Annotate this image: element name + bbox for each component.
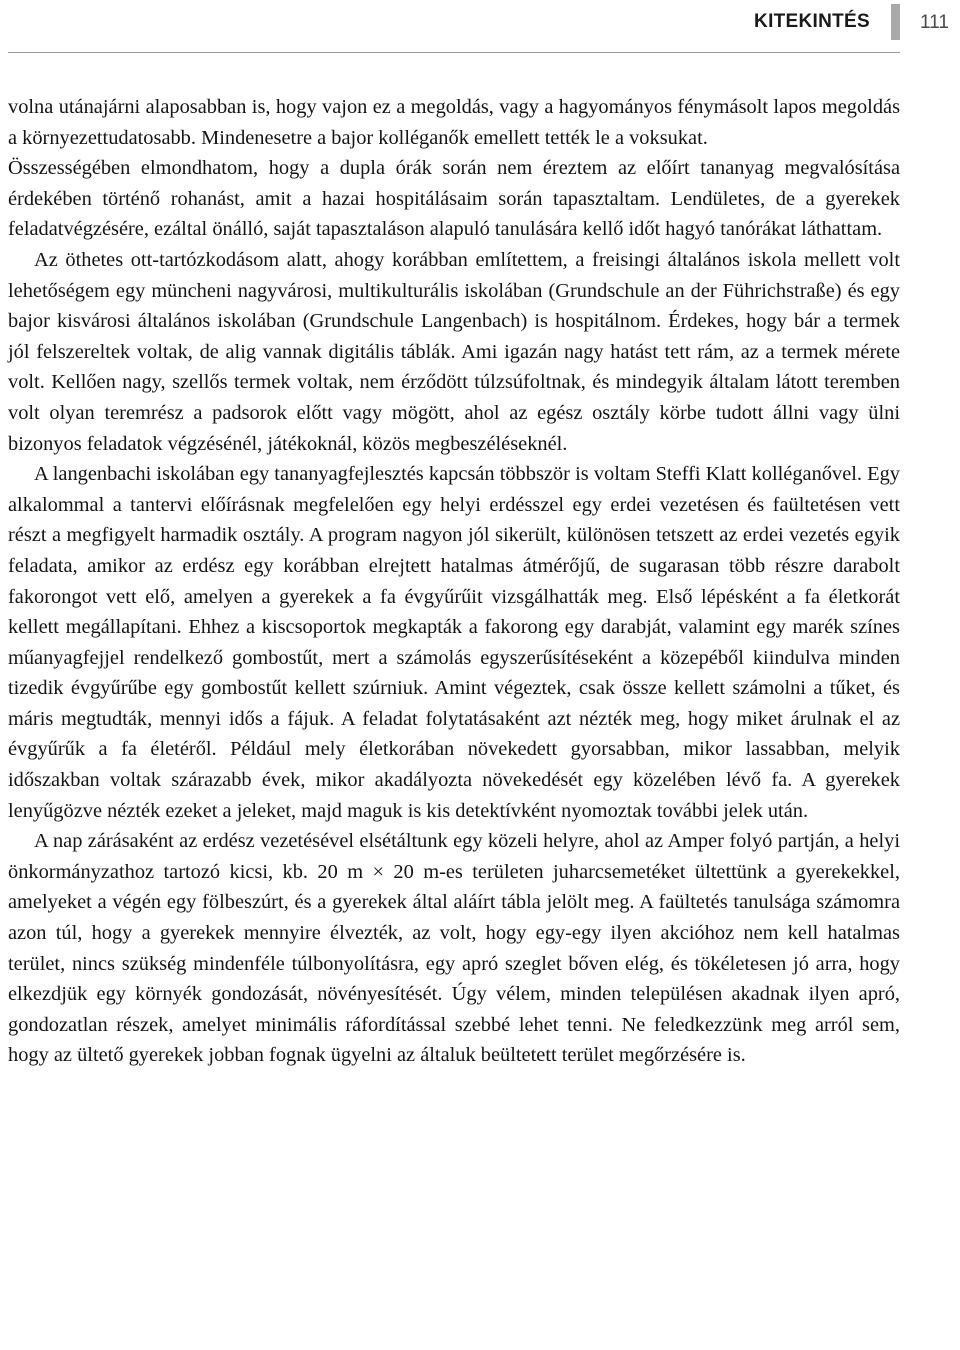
paragraph-continued: volna utánajárni alaposabban is, hogy vajon ez a megoldás, vagy a hagyományos fénymásolt lapos megoldás a környezettudatosabb. Mindenesetre a bajor kolléganők emellett tették le a voksukat. xyxy=(8,96,900,149)
header-divider-bar xyxy=(891,4,900,40)
paragraph: A langenbachi iskolában egy tananyagfejlesztés kapcsán többször is voltam Steffi Klatt kolléganővel. Egy alkalommal a tantervi előírásnak megfelelően egy helyi erdésszel egy erdei vezetésen és faültetésen vett részt a megfigyelt harmadik osztály. A program nagyon jól sikerült, különösen tetszett az erdei vezetés egyik feladata, amikor az erdész egy korábban elrejtett hatalmas átmérőjű, de sugarasan több részre darabolt fakorongot vett elő, amelyen a gyerekek a fa évgyűrűit vizsgálhatták meg. Első lépésként a fa életkorát kellett megállapítani. Ehhez a kiscsoportok megkapták a fakorong egy darabját, valamint egy marék színes műanyagfejjel rendelkező gombostűt, mert a számolás egyszerűsítéseként a közepéből kiindulva minden tizedik évgyűrűbe egy gombostűt kellett szúrniuk. Amint végeztek, csak össze kellett számolni a tűket, és máris megtudták, mennyi idős a fájuk. A feladat folytatásaként azt nézték meg, hogy miket árulnak el az évgyűrűk a fa életéről. Például mely életkorában növekedett gyorsabban, mikor lassabban, melyik időszakban voltak szárazabb évek, mikor akadályozta növekedését egy közelében lévő fa. A gyerekek lenyűgözve nézték ezeket a jeleket, majd maguk is kis detektívként nyomoztak további jelek után. xyxy=(8,463,900,822)
body-text xyxy=(8,92,900,1071)
section-label: KITEKINTÉS xyxy=(754,11,870,32)
running-header xyxy=(0,0,960,56)
paragraph: Az öthetes ott-tartózkodásom alatt, ahogy korábban említettem, a freisingi általános iskola mellett volt lehetőségem egy müncheni nagyvárosi, multikulturális iskolában (Grundschule an der Führichstraße) és egy bajor kisvárosi általános iskolában (Grundschule Langenbach) is hospitálnom. Érdekes, hogy bár a termek jól felszereltek voltak, de alig vannak digitális táblák. Ami igazán nagy hatást tett rám, az a termek mérete volt. Kellően nagy, szellős termek voltak, nem érződött túlzsúfoltnak, és mindegyik általam látott teremben volt olyan teremrész a padsorok előtt vagy mögött, ahol az egész osztály körbe tudott állni vagy ülni bizonyos feladatok végzésénél, játékoknál, közös megbeszéléseknél. xyxy=(8,248,900,455)
paragraph: A nap zárásaként az erdész vezetésével elsétáltunk egy közeli helyre, ahol az Amper folyó partján, a helyi önkormányzathoz tartozó kicsi, kb. 20 m × 20 m-es területen juharcsemetéket ültettünk a gyerekekkel, amelyeket a végén egy fölbeszúrt, és a gyerekek által aláírt tábla jelölt meg. A faültetés tanulsága számomra azon túl, hogy a gyerekek mennyire élvezték, az volt, hogy egy-egy ilyen akcióhoz nem kell hatalmas terület, nincs szükség mindenféle túlbonyolításra, egy apró szeglet bőven elég, és tökéletesen jó arra, hogy elkezdjük egy környék gondozását, növényesítését. Úgy vélem, minden településen akadnak ilyen apró, gondozatlan részek, amelyet minimális ráfordítással szebbé lehet tenni. Ne feledkezzünk meg arról sem, hogy az ültető gyerekek jobban fognak ügyelni az általuk beültetett terület megőrzésére is. xyxy=(8,830,900,1067)
paragraph: Összességében elmondhatom, hogy a dupla órák során nem éreztem az előírt tananyag megvalósítása érdekében történő rohanást, amit a hazai hospitálásaim során tapasztaltam. Lendületes, de a gyerekek feladatvégzésére, ezáltal önálló, saját tapasztaláson alapuló tanulására kellő időt hagyó tanórákat láthattam. xyxy=(8,157,900,241)
header-rule xyxy=(8,52,900,53)
page-number: 111 xyxy=(920,12,949,33)
